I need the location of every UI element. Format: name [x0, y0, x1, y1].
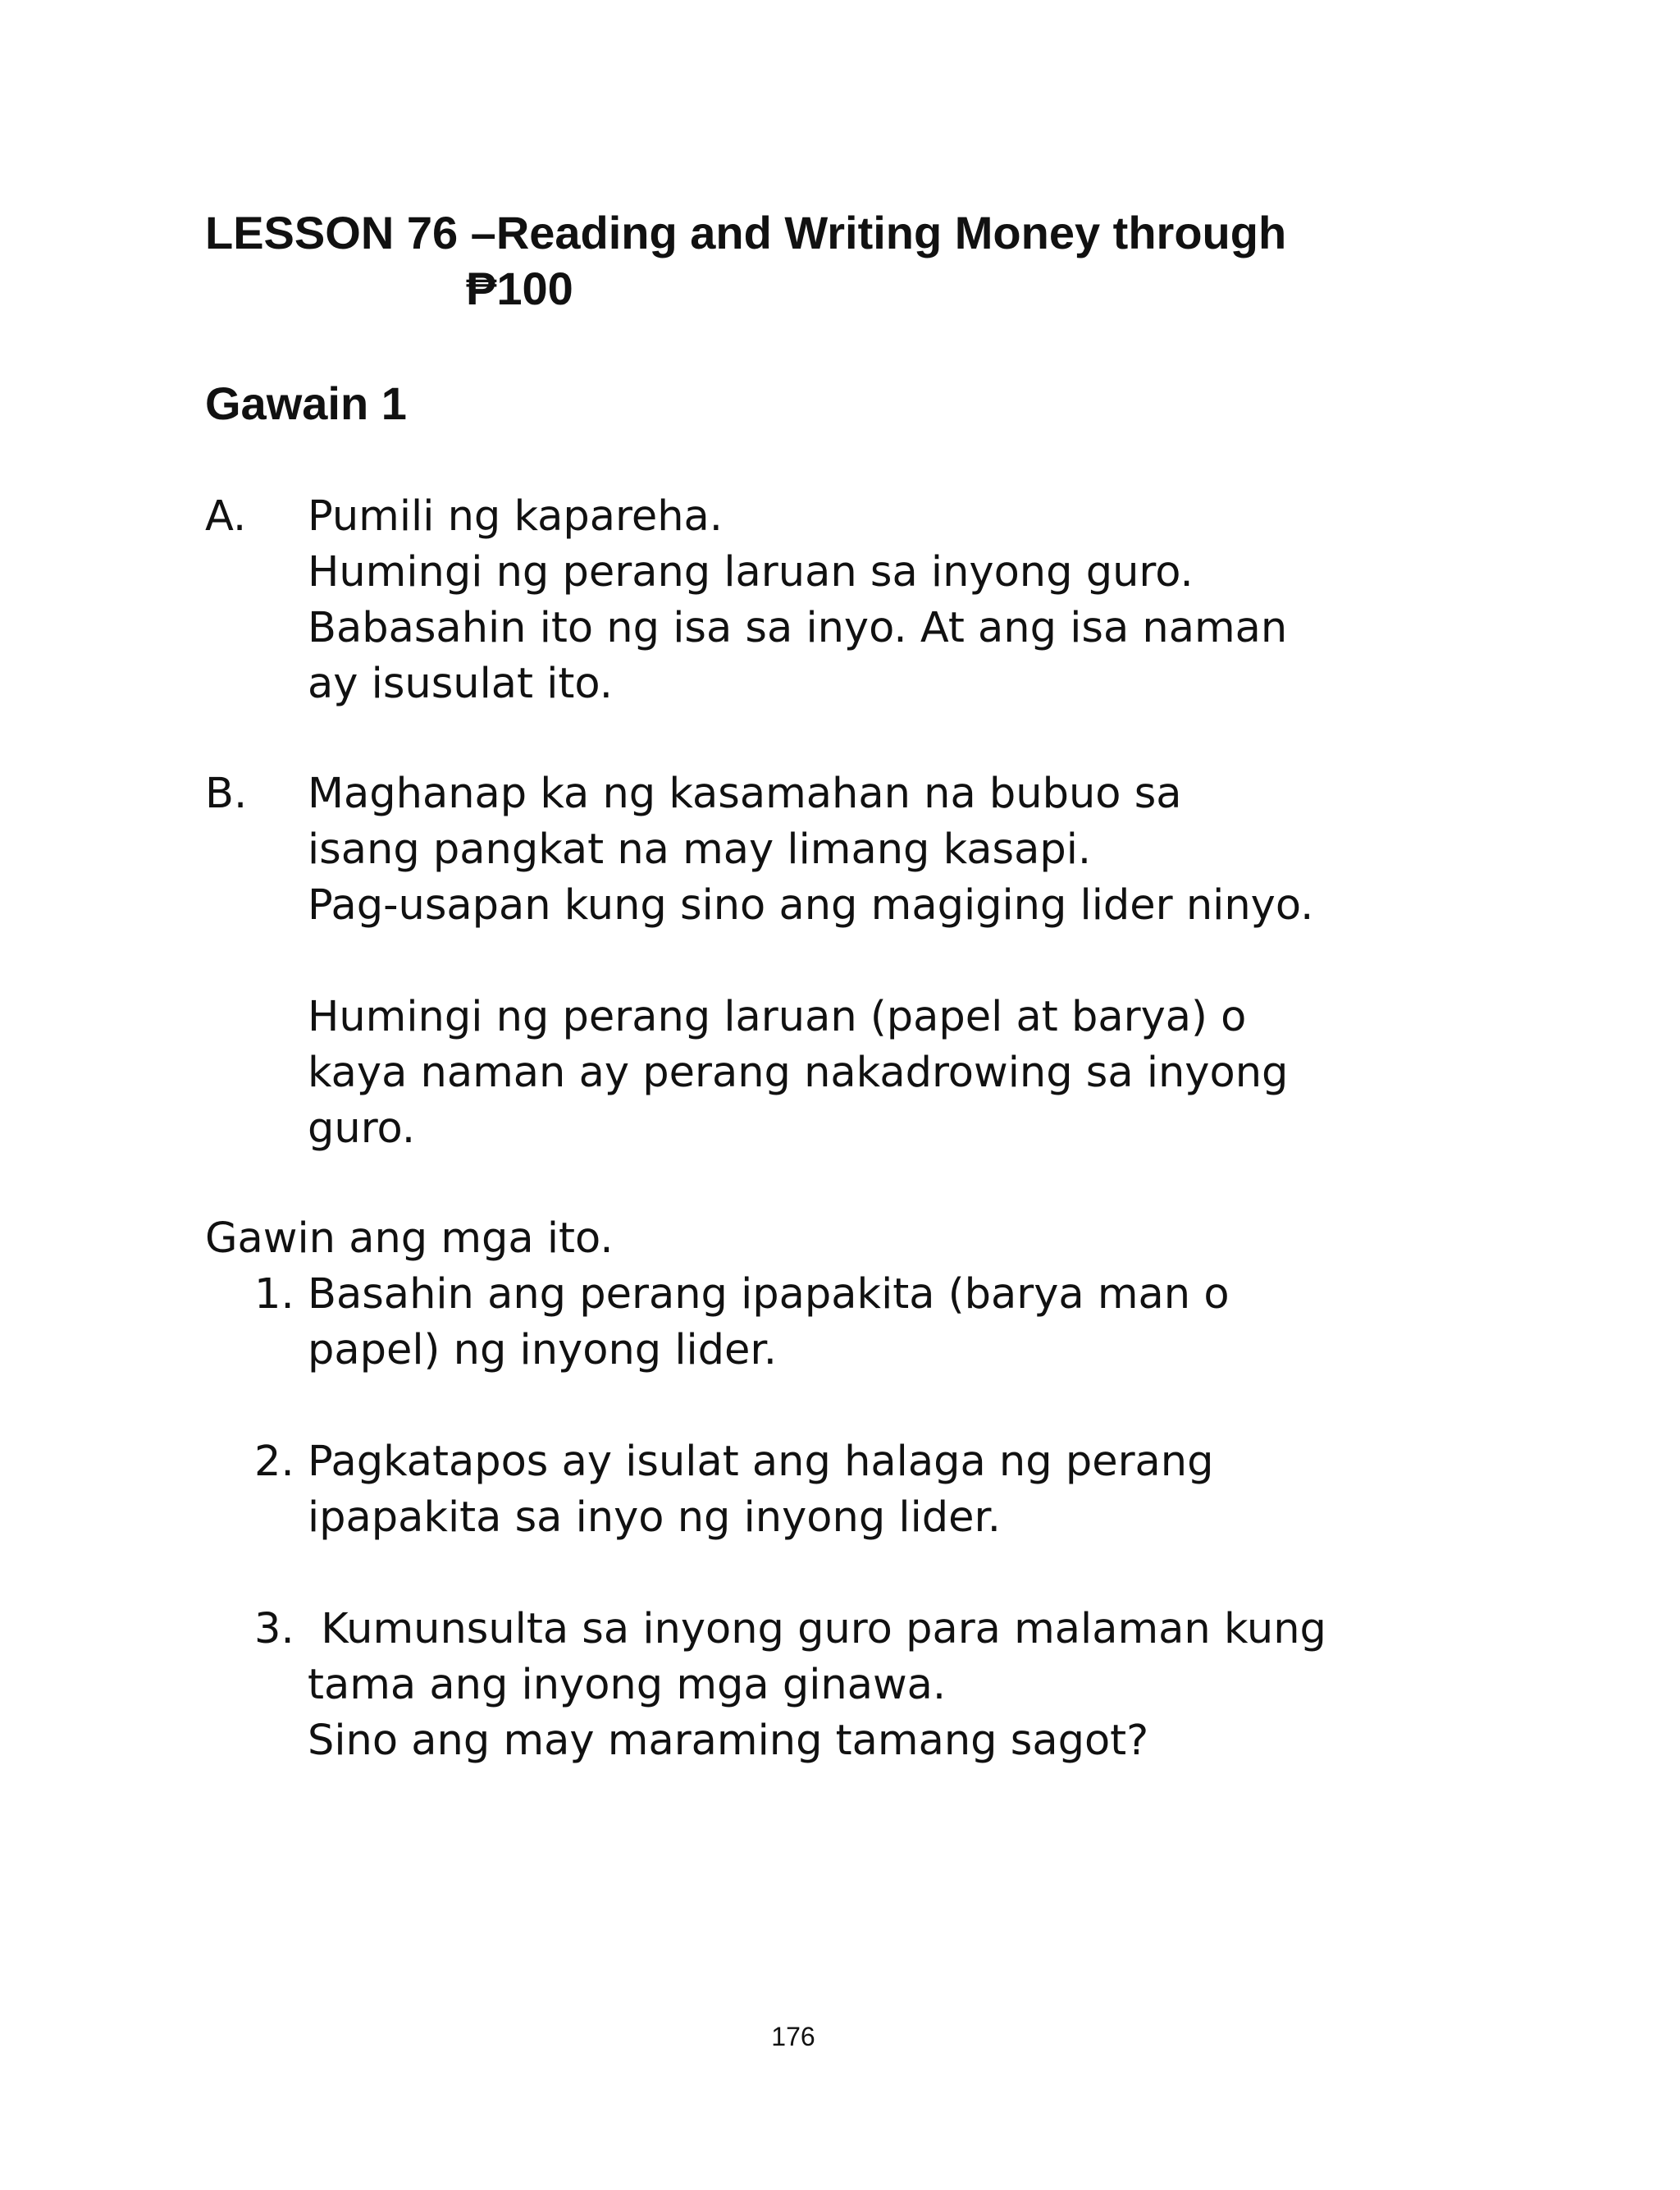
- section-b-marker: B.: [205, 770, 248, 818]
- step-1-number: 1.: [254, 1270, 294, 1319]
- step-3-number: 3.: [254, 1605, 294, 1653]
- step-2-content: [308, 1434, 1214, 1546]
- section-b-line: Pag-usapan kung sino ang magiging lider ninyo.: [308, 881, 1314, 930]
- step-2-number: 2.: [254, 1438, 294, 1486]
- step-1-content: [308, 1267, 1230, 1378]
- section-a-line: Babasahin ito ng isa sa inyo. At ang isa naman: [308, 604, 1288, 652]
- section-b-line: kaya naman ay perang nakadrowing sa inyong: [308, 1049, 1289, 1097]
- step-line: Kumunsulta sa inyong guro para malaman kung: [308, 1605, 1326, 1653]
- lesson-title: [205, 205, 1518, 317]
- step-line: tama ang inyong mga ginawa.: [308, 1661, 947, 1709]
- step-line: Pagkatapos ay isulat ang halaga ng perang: [308, 1438, 1214, 1486]
- step-line: ipapakita sa inyo ng inyong lider.: [308, 1493, 1001, 1542]
- section-a-line: ay isusulat ito.: [308, 660, 613, 708]
- step-line: papel) ng inyong lider.: [308, 1326, 777, 1374]
- step-3-content: [308, 1602, 1326, 1769]
- step-line: Basahin ang perang ipapakita (barya man o: [308, 1270, 1230, 1319]
- section-a-line: Pumili ng kapareha.: [308, 492, 724, 541]
- steps-intro: Gawin ang mga ito.: [205, 1214, 614, 1263]
- section-a-line: Humingi ng perang laruan sa inyong guro.: [308, 548, 1194, 597]
- section-b-line: guro.: [308, 1104, 416, 1153]
- lesson-title-line1: LESSON 76 –Reading and Writing Money through: [205, 207, 1287, 258]
- paragraph-gap: [308, 934, 1579, 990]
- section-b-content: [308, 766, 1579, 1157]
- step-line: Sino ang may maraming tamang sagot?: [308, 1717, 1149, 1765]
- section-a-content: [308, 489, 1579, 712]
- section-b-line: Humingi ng perang laruan (papel at barya) o: [308, 993, 1247, 1041]
- lesson-title-line2: ₱100: [466, 263, 573, 314]
- activity-heading: Gawain 1: [205, 377, 407, 429]
- page-number: 176: [771, 2022, 815, 2051]
- section-b-line: Maghanap ka ng kasamahan na bubuo sa: [308, 770, 1182, 818]
- section-b-line: isang pangkat na may limang kasapi.: [308, 825, 1092, 874]
- section-a-marker: A.: [205, 492, 247, 541]
